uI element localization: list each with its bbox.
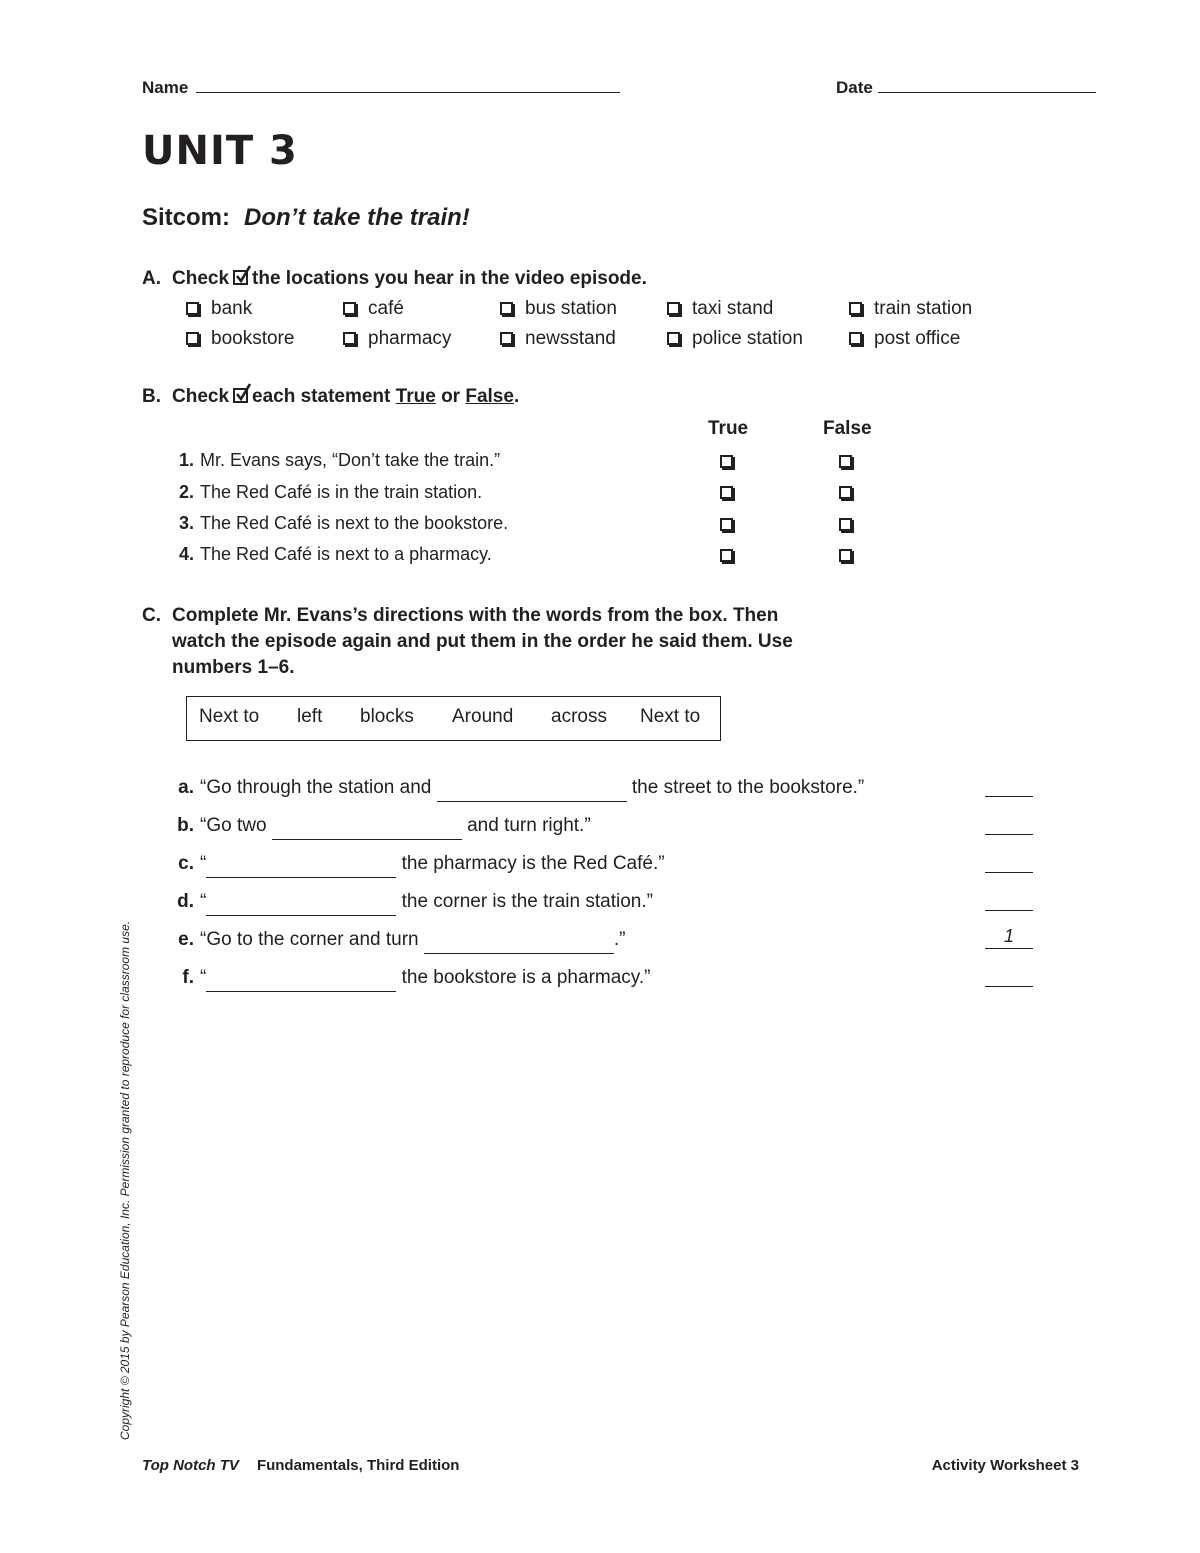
location-item-cafe[interactable] xyxy=(343,298,404,320)
section-b-text-mid: each statement xyxy=(252,386,391,407)
true-checkbox-1[interactable] xyxy=(720,455,733,468)
false-checkbox-4[interactable] xyxy=(839,549,852,562)
checkbox[interactable] xyxy=(849,302,862,315)
true-checkbox-3[interactable] xyxy=(720,518,733,531)
location-label: post office xyxy=(874,328,961,349)
word-option: left xyxy=(297,706,323,727)
item-text-after: and turn right.” xyxy=(467,815,591,836)
statement-number: 4. xyxy=(178,544,194,564)
name-field[interactable] xyxy=(196,92,620,93)
false-word: False xyxy=(465,386,514,407)
sitcom-title: Don’t take the train! xyxy=(244,204,470,231)
item-letter: c. xyxy=(178,853,194,874)
blank-field[interactable] xyxy=(424,931,614,954)
blank-field[interactable] xyxy=(272,817,462,840)
section-b-instruction: B. Check each statement True or False. xyxy=(142,386,520,407)
word-option: Around xyxy=(452,706,514,727)
date-field[interactable] xyxy=(878,92,1096,93)
location-item-train-station[interactable] xyxy=(849,298,972,320)
order-answer-a[interactable] xyxy=(985,774,1033,797)
direction-item-e xyxy=(170,929,626,954)
location-item-post-office[interactable] xyxy=(849,328,960,350)
checkbox[interactable] xyxy=(343,302,356,315)
item-text-before: “Go two xyxy=(200,815,267,836)
order-answer-e[interactable]: 1 xyxy=(985,926,1033,949)
statement-text: The Red Café is next to a pharmacy. xyxy=(200,544,492,564)
name-label: Name xyxy=(142,78,189,97)
item-text-before: “ xyxy=(200,891,207,912)
true-word: True xyxy=(395,386,436,407)
word-option: Next to xyxy=(199,706,260,727)
location-label: taxi stand xyxy=(692,298,774,319)
or-word: or xyxy=(441,386,461,407)
checkbox[interactable] xyxy=(500,332,513,345)
statement-row xyxy=(168,544,492,565)
checkbox[interactable] xyxy=(849,332,862,345)
footer-edition: Fundamentals, Third Edition xyxy=(256,1457,460,1474)
item-text-after: the pharmacy is the Red Café.” xyxy=(401,853,665,874)
item-text-after: the corner is the train station.” xyxy=(401,891,653,912)
section-b-text-before: Check xyxy=(172,386,230,407)
statement-row xyxy=(168,450,500,471)
location-item-bus-station[interactable] xyxy=(500,298,617,320)
location-item-pharmacy[interactable] xyxy=(343,328,451,350)
order-answer-c[interactable] xyxy=(985,850,1033,873)
true-checkbox-2[interactable] xyxy=(720,486,733,499)
section-a-text-after: the locations you hear in the video episode. xyxy=(252,268,647,289)
item-text-after: the street to the bookstore.” xyxy=(631,777,865,798)
false-checkbox-1[interactable] xyxy=(839,455,852,468)
section-c-line-3: numbers 1–6. xyxy=(172,657,295,678)
item-text-before: “Go to the corner and turn xyxy=(200,929,419,950)
word-option: blocks xyxy=(360,706,414,727)
statement-row xyxy=(168,513,508,534)
location-label: bookstore xyxy=(211,328,295,349)
direction-item-d xyxy=(170,891,653,916)
false-checkbox-2[interactable] xyxy=(839,486,852,499)
section-c-line-1: Complete Mr. Evans’s directions with the words from the box. Then xyxy=(172,605,779,626)
word-box xyxy=(186,696,721,741)
direction-item-f xyxy=(170,967,650,992)
checkbox[interactable] xyxy=(500,302,513,315)
item-text-before: “ xyxy=(200,853,207,874)
section-c-instruction xyxy=(142,603,793,681)
checkmark-icon xyxy=(233,270,248,285)
item-text-before: “ xyxy=(200,967,207,988)
checkbox[interactable] xyxy=(186,302,199,315)
true-column-header: True xyxy=(708,418,749,439)
blank-field[interactable] xyxy=(206,969,396,992)
statement-number: 1. xyxy=(178,450,194,470)
checkmark-icon xyxy=(233,388,248,403)
order-answer-f[interactable] xyxy=(985,964,1033,987)
section-a-letter: A. xyxy=(142,268,161,289)
statement-row xyxy=(168,482,482,503)
statement-text: The Red Café is next to the bookstore. xyxy=(200,513,509,533)
location-item-bank[interactable] xyxy=(186,298,252,320)
location-label: bank xyxy=(211,298,253,319)
false-column-header: False xyxy=(823,418,872,439)
order-answer-b[interactable] xyxy=(985,812,1033,835)
section-c-line-2: watch the episode again and put them in the order he said them. Use xyxy=(172,631,793,652)
section-a-instruction xyxy=(142,268,647,290)
location-label: police station xyxy=(692,328,803,349)
location-label: pharmacy xyxy=(368,328,452,349)
item-letter: f. xyxy=(182,967,194,988)
word-option: Next to xyxy=(640,706,701,727)
true-checkbox-4[interactable] xyxy=(720,549,733,562)
location-label: newsstand xyxy=(525,328,616,349)
item-text-before: “Go through the station and xyxy=(200,777,432,798)
checkbox[interactable] xyxy=(186,332,199,345)
sitcom-label: Sitcom: xyxy=(142,204,231,231)
footer-series-name: Top Notch TV xyxy=(142,1457,239,1474)
copyright-notice: Copyright © 2015 by Pearson Education, Inc. Permission granted to reproduce for classroom use. xyxy=(118,920,132,1440)
location-item-bookstore[interactable] xyxy=(186,328,294,350)
section-c-letter: C. xyxy=(142,605,161,626)
order-answer-d[interactable] xyxy=(985,888,1033,911)
direction-item-b xyxy=(170,815,591,840)
direction-item-a xyxy=(170,777,864,802)
date-label: Date xyxy=(836,78,873,97)
blank-field[interactable] xyxy=(206,855,396,878)
statement-number: 3. xyxy=(178,513,194,533)
location-label: bus station xyxy=(525,298,617,319)
checkbox[interactable] xyxy=(667,332,680,345)
checkbox[interactable] xyxy=(667,302,680,315)
blank-field[interactable] xyxy=(206,893,396,916)
statement-text: The Red Café is in the train station. xyxy=(200,482,483,502)
location-label: café xyxy=(368,298,404,319)
section-b-letter: B. xyxy=(142,386,161,407)
unit-title: UNIT 3 xyxy=(142,128,298,174)
checkbox[interactable] xyxy=(343,332,356,345)
location-label: train station xyxy=(874,298,973,319)
sitcom-heading xyxy=(142,204,470,232)
location-item-taxi-stand[interactable] xyxy=(667,298,773,320)
item-text-after: the bookstore is a pharmacy.” xyxy=(401,967,651,988)
item-letter: a. xyxy=(178,777,194,798)
location-item-police-station[interactable] xyxy=(667,328,803,350)
blank-field[interactable] xyxy=(437,779,627,802)
item-letter: d. xyxy=(177,891,194,912)
footer-series xyxy=(142,1457,459,1474)
statement-text: Mr. Evans says, “Don’t take the train.” xyxy=(200,450,501,470)
item-letter: b. xyxy=(177,815,194,836)
item-text-after: .” xyxy=(613,929,626,950)
section-a-text-before: Check xyxy=(172,268,230,289)
footer-worksheet: Activity Worksheet 3 xyxy=(931,1457,1079,1474)
location-item-newsstand[interactable] xyxy=(500,328,616,350)
direction-item-c xyxy=(170,853,665,878)
item-letter: e. xyxy=(178,929,194,950)
false-checkbox-3[interactable] xyxy=(839,518,852,531)
word-option: across xyxy=(551,706,607,727)
statement-number: 2. xyxy=(178,482,194,502)
